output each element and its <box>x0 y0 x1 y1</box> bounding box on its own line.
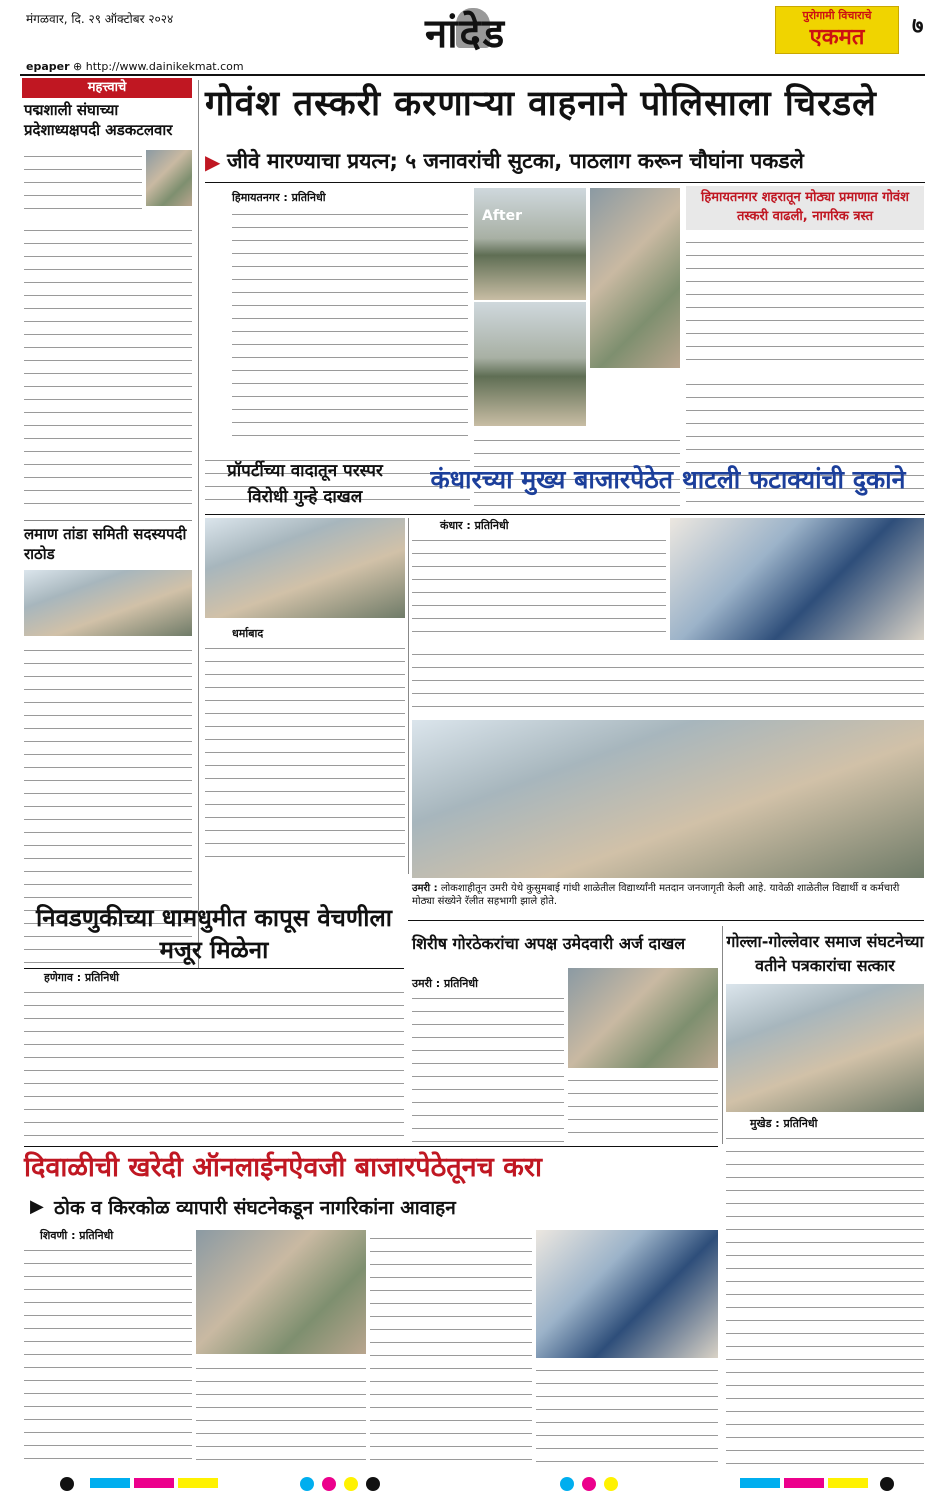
registration-mark-icon <box>582 1477 596 1491</box>
umri-caption-lead: उमरी : <box>412 883 438 894</box>
kandhar-story-continued <box>412 646 924 716</box>
diwali-story-column4 <box>536 1362 718 1466</box>
epaper-link[interactable] <box>26 60 244 73</box>
registration-mark-icon <box>366 1477 380 1491</box>
divider <box>24 968 404 969</box>
shirish-headline: शिरीष गोरठेकरांचा अपक्ष उमेदवारी अर्ज दाखल <box>412 934 686 953</box>
diwali-story-column2 <box>196 1360 366 1466</box>
golla-dateline: मुखेड : प्रतिनिधी <box>750 1117 818 1130</box>
property-story-text <box>205 640 405 868</box>
arrow-icon: ▶ <box>30 1196 44 1217</box>
arrow-icon: ▶ <box>205 150 221 174</box>
print-registration-bar <box>0 1472 945 1496</box>
registration-mark-icon <box>560 1477 574 1491</box>
kandhar-dateline: कंधार : प्रतिनिधी <box>440 519 509 532</box>
cyan-swatch <box>740 1478 780 1488</box>
page-title: नांदेड <box>425 11 507 57</box>
property-headline: प्रॉपर्टीच्या वादातून परस्पर विरोधी गुन्हे दाखल <box>227 461 383 507</box>
lead-story-text <box>232 206 468 446</box>
side-story-text <box>686 234 924 370</box>
magenta-swatch <box>784 1478 824 1488</box>
diwali-story-column3 <box>370 1230 532 1466</box>
kandhar-headline: कंधारच्या मुख्य बाजारपेठेत थाटली फटाक्यांची दुकाने <box>430 465 906 494</box>
diwali-subhead: ठोक व किरकोळ व्यापारी संघटनेकडून नागरिकांना आवाहन <box>54 1197 456 1219</box>
issue-date: मंगळवार, दि. २९ ऑक्टोबर २०२४ <box>26 12 174 26</box>
umri-caption: लोकशाहीतून उमरी येथे कुसुमबाई गांधी शाळेतील विद्यार्थ्यांनी मतदान जनजागृती केली आहे. यावेळी शाळेतील विद्यार्थी व कर्मचारी मोठ्या संख्येने रॅलीत सहभागी झाले होते. <box>412 883 900 907</box>
side-heading-box <box>686 186 924 230</box>
cotton-headline: निवडणुकीच्या धामधुमीत कापूस वेचणीला मजूर मिळेना <box>36 904 392 964</box>
divider <box>24 520 192 521</box>
registration-mark-icon <box>880 1477 894 1491</box>
registration-mark-icon <box>60 1477 74 1491</box>
after-label: After <box>482 208 523 224</box>
lead-subhead-bar <box>205 144 925 178</box>
cotton-dateline: हणेगाव : प्रतिनिधी <box>44 971 119 984</box>
kandhar-story-text <box>412 532 666 640</box>
epaper-url[interactable]: http://www.dainikekmat.com <box>85 60 244 73</box>
divider <box>205 514 925 515</box>
felicitation-photo <box>726 984 924 1112</box>
market-street-photo <box>670 518 924 640</box>
diwali-headline: दिवाळीची खरेदी ऑनलाईनऐवजी बाजारपेठेतूनच करा <box>24 1152 542 1183</box>
hospital-photo <box>205 518 405 618</box>
diwali-dateline: शिवणी : प्रतिनिधी <box>40 1229 114 1242</box>
cyan-swatch <box>90 1478 130 1488</box>
sweet-potato-photo <box>196 1230 366 1354</box>
yellow-swatch <box>828 1478 868 1488</box>
yellow-swatch <box>178 1478 218 1488</box>
sidebar-story1-text <box>24 148 142 218</box>
section-label: महत्त्वाचे <box>22 78 192 98</box>
divider <box>24 1146 718 1147</box>
lead-headline: गोवंश तस्करी करणाऱ्या वाहनाने पोलिसाला चिरडले <box>205 84 877 124</box>
column-divider <box>722 926 723 1144</box>
police-officer-photo <box>590 188 680 368</box>
side-heading: हिमायतनगर शहरातून मोठ्या प्रमाणात गोवंश तस्करी वाढली, नागरिक त्रस्त <box>700 190 910 224</box>
brand-tagline: पुरोगामी विचाराचे <box>802 9 872 22</box>
registration-mark-icon <box>300 1477 314 1491</box>
dharmabad-dateline: धर्माबाद <box>232 627 264 640</box>
shirish-dateline: उमरी : प्रतिनिधी <box>412 977 478 990</box>
column-divider <box>408 518 409 874</box>
golla-story-text <box>726 1130 924 1466</box>
divider <box>205 182 925 183</box>
nomination-photo <box>568 968 718 1068</box>
brand-name: एकमत <box>809 25 865 50</box>
globe-icon: ⊕ <box>73 60 86 73</box>
electronics-collage-photo <box>536 1230 718 1358</box>
umri-caption-block <box>412 882 924 908</box>
portrait-photo <box>146 150 192 206</box>
diwali-subhead-bar <box>30 1192 720 1224</box>
diwali-story-text <box>24 1242 192 1466</box>
shirish-story-text <box>412 990 564 1142</box>
brand-logo <box>775 6 899 54</box>
group-photo <box>24 570 192 636</box>
golla-headline: गोल्ला-गोल्लेवार समाज संघटनेच्या वतीने पत्रकारांचा सत्कार <box>726 932 924 975</box>
sidebar-story2-title: लमाण तांडा समिती सदस्यपदी राठोड <box>24 525 187 563</box>
epaper-label: epaper <box>26 60 70 73</box>
registration-mark-icon <box>604 1477 618 1491</box>
divider <box>408 920 924 921</box>
magenta-swatch <box>134 1478 174 1488</box>
sidebar-story1-title: पद्मशाली संघाच्या प्रदेशाध्यक्षपदी अडकटलवार <box>24 101 173 139</box>
lead-subhead: जीवे मारण्याचा प्रयत्न; ५ जनावरांची सुटका, पाठलाग करून चौघांना पकडले <box>227 149 804 173</box>
students-rally-photo <box>412 720 924 878</box>
lead-dateline: हिमायतनगर : प्रतिनिधी <box>232 191 326 204</box>
shirish-story-continued <box>568 1072 718 1142</box>
cotton-story-text <box>24 984 404 1140</box>
page-number: ७ <box>912 14 924 39</box>
accident-photo <box>474 188 586 300</box>
masthead <box>0 0 945 58</box>
column-divider <box>198 80 199 968</box>
masthead-divider <box>20 74 925 76</box>
vehicle-photo <box>474 302 586 426</box>
registration-mark-icon <box>322 1477 336 1491</box>
registration-mark-icon <box>344 1477 358 1491</box>
sidebar-story1-body <box>24 222 192 514</box>
